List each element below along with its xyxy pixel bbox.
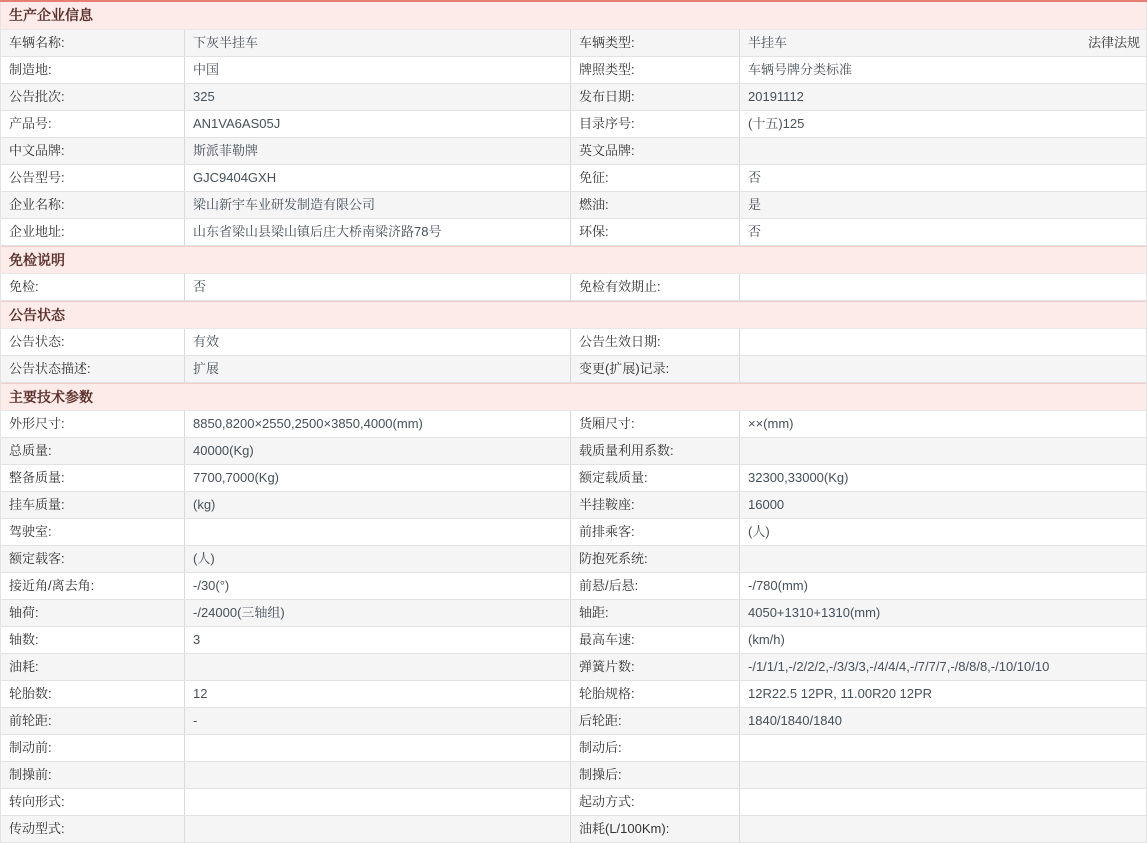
field-label <box>1 356 185 382</box>
field-label-text: 企业地址: <box>9 224 65 239</box>
field-value <box>185 138 571 164</box>
table-row <box>1 681 1146 708</box>
field-label <box>1 192 185 218</box>
field-label <box>571 816 740 842</box>
section-title: 免检说明 <box>9 252 65 268</box>
field-label-text: 公告生效日期: <box>579 334 661 349</box>
field-label <box>571 627 740 653</box>
field-value-text: 40000(Kg) <box>193 443 254 458</box>
field-value <box>740 708 1146 734</box>
section-title: 生产企业信息 <box>9 7 93 23</box>
field-value-text: 20191112 <box>748 89 804 104</box>
field-label <box>1 438 185 464</box>
table-row <box>1 465 1146 492</box>
laws-regulations-link[interactable]: 法律法规 <box>1087 35 1140 50</box>
field-label-text: 油耗(L/100Km): <box>579 821 670 836</box>
field-label-text: 制造地: <box>9 62 52 77</box>
field-label-text: 半挂鞍座: <box>579 497 635 512</box>
field-label-text: 车辆类型: <box>579 35 635 50</box>
field-label-text: 额定载客: <box>9 551 65 566</box>
field-label-text: 英文品牌: <box>579 143 635 158</box>
table-row <box>1 600 1146 627</box>
field-value <box>185 573 571 599</box>
field-label-text: 轴荷: <box>9 605 39 620</box>
field-label-text: 货厢尺寸: <box>579 416 635 431</box>
field-label <box>571 708 740 734</box>
table-row <box>1 708 1146 735</box>
field-label-text: 轮胎规格: <box>579 686 635 701</box>
table-row <box>1 57 1146 84</box>
field-label <box>571 600 740 626</box>
field-label <box>1 57 185 83</box>
field-value-text: -/780(mm) <box>748 578 808 593</box>
field-value-text: 否 <box>748 224 762 239</box>
field-label-text: 载质量利用系数: <box>579 443 674 458</box>
field-value <box>185 438 571 464</box>
table-row <box>1 219 1146 246</box>
field-value-text: (人) <box>748 524 770 539</box>
field-value-text: 12 <box>193 686 208 701</box>
field-label-text: 额定载质量: <box>579 470 648 485</box>
field-value-text: 是 <box>748 197 762 212</box>
field-value-text: 车辆号牌分类标准 <box>748 62 853 77</box>
field-value <box>185 735 571 761</box>
field-label <box>1 329 185 355</box>
field-value <box>185 84 571 110</box>
field-label-text: 起动方式: <box>579 794 635 809</box>
field-label <box>571 274 740 300</box>
field-label-text: 驾驶室: <box>9 524 52 539</box>
field-value <box>740 219 1146 245</box>
field-value <box>740 600 1146 626</box>
field-label-text: 牌照类型: <box>579 62 635 77</box>
field-label-text: 免检: <box>9 279 39 294</box>
field-value-text: (十五)125 <box>748 116 805 131</box>
table-row <box>1 546 1146 573</box>
field-label <box>1 708 185 734</box>
field-value <box>740 111 1146 137</box>
field-label-text: 接近角/离去角: <box>9 578 95 593</box>
table-row <box>1 762 1146 789</box>
field-label <box>1 519 185 545</box>
field-label-text: 制动后: <box>579 740 622 755</box>
field-label <box>1 84 185 110</box>
field-label-text: 整备质量: <box>9 470 65 485</box>
field-label-text: 前悬/后悬: <box>579 578 639 593</box>
field-label-text: 燃油: <box>579 197 609 212</box>
field-label <box>1 735 185 761</box>
field-value-text: 16000 <box>748 497 785 512</box>
field-value <box>740 411 1146 437</box>
field-label <box>571 111 740 137</box>
field-label <box>1 465 185 491</box>
field-value-text: (km/h) <box>748 632 785 647</box>
field-label <box>571 30 740 56</box>
table-row <box>1 192 1146 219</box>
table-row <box>1 84 1146 111</box>
table-row <box>1 411 1146 438</box>
field-value <box>185 654 571 680</box>
table-row <box>1 438 1146 465</box>
field-value-text: - <box>193 713 198 728</box>
field-label <box>1 492 185 518</box>
table-row <box>1 138 1146 165</box>
field-label <box>571 762 740 788</box>
field-label <box>1 165 185 191</box>
field-value-text: 中国 <box>193 62 220 77</box>
field-label <box>1 274 185 300</box>
field-label <box>1 30 185 56</box>
field-value-text: 梁山新宇车业研发制造有限公司 <box>193 197 376 212</box>
field-label <box>1 138 185 164</box>
section-header-announcement-status <box>1 301 1146 329</box>
field-value-text: GJC9404GXH <box>193 170 277 185</box>
field-label <box>571 138 740 164</box>
field-value <box>740 329 1146 355</box>
field-value-text: -/1/1/1,-/2/2/2,-/3/3/3,-/4/4/4,-/7/7/7,-/8/8/8,-/10/10/10 <box>748 659 1050 674</box>
field-label <box>571 735 740 761</box>
table-row <box>1 111 1146 138</box>
field-value-text: 扩展 <box>193 361 220 376</box>
field-label-text: 前轮距: <box>9 713 52 728</box>
field-value <box>185 708 571 734</box>
field-label-text: 企业名称: <box>9 197 65 212</box>
field-label-text: 挂车质量: <box>9 497 65 512</box>
vehicle-info-table <box>0 2 1147 843</box>
field-label-text: 总质量: <box>9 443 52 458</box>
field-value <box>740 654 1146 680</box>
table-row <box>1 356 1146 383</box>
field-label <box>571 165 740 191</box>
field-value <box>740 274 1146 300</box>
field-label <box>571 681 740 707</box>
field-label-text: 目录序号: <box>579 116 635 131</box>
field-value <box>185 57 571 83</box>
field-label-text: 免征: <box>579 170 609 185</box>
field-value <box>185 30 571 56</box>
field-label <box>571 84 740 110</box>
field-label <box>1 789 185 815</box>
field-label <box>571 573 740 599</box>
field-label-text: 防抱死系统: <box>579 551 648 566</box>
field-value <box>740 816 1146 842</box>
field-label <box>1 627 185 653</box>
field-value-text: 下灰半挂车 <box>193 35 259 50</box>
field-value <box>185 111 571 137</box>
field-label <box>1 681 185 707</box>
field-value-text: 8850,8200×2550,2500×3850,4000(mm) <box>193 416 423 431</box>
section-header-technical-params <box>1 383 1146 411</box>
field-label <box>571 192 740 218</box>
field-label <box>571 519 740 545</box>
field-value-text: 32300,33000(Kg) <box>748 470 849 485</box>
field-value <box>185 519 571 545</box>
field-value <box>740 57 1146 83</box>
field-label-text: 油耗: <box>9 659 39 674</box>
field-label <box>1 411 185 437</box>
field-value-text: 3 <box>193 632 201 647</box>
field-label <box>571 546 740 572</box>
field-label <box>571 57 740 83</box>
field-label-text: 公告状态: <box>9 334 65 349</box>
field-label-text: 制动前: <box>9 740 52 755</box>
field-value-text: 4050+1310+1310(mm) <box>748 605 881 620</box>
field-label-text: 变更(扩展)记录: <box>579 361 670 376</box>
field-value <box>185 356 571 382</box>
field-value <box>185 274 571 300</box>
field-label-text: 外形尺寸: <box>9 416 65 431</box>
field-value <box>740 356 1146 382</box>
field-label <box>1 546 185 572</box>
table-row <box>1 627 1146 654</box>
field-value-text: (人) <box>193 551 215 566</box>
field-label <box>1 573 185 599</box>
field-value <box>185 219 571 245</box>
field-label <box>571 465 740 491</box>
table-row <box>1 274 1146 301</box>
field-value-text: 山东省梁山县梁山镇后庄大桥南梁济路78号 <box>193 224 442 239</box>
field-value <box>740 546 1146 572</box>
section-title: 主要技术参数 <box>9 389 93 405</box>
field-value <box>740 438 1146 464</box>
field-value <box>740 492 1146 518</box>
field-value <box>740 519 1146 545</box>
field-value <box>740 735 1146 761</box>
field-label-text: 轮胎数: <box>9 686 52 701</box>
table-row <box>1 789 1146 816</box>
field-value-text: 325 <box>193 89 215 104</box>
field-label <box>1 762 185 788</box>
field-value-text: 斯派菲勒牌 <box>193 143 259 158</box>
field-value <box>740 138 1146 164</box>
table-row <box>1 492 1146 519</box>
field-value <box>740 762 1146 788</box>
table-row <box>1 30 1146 57</box>
field-label-text: 后轮距: <box>579 713 622 728</box>
field-label-text: 车辆名称: <box>9 35 65 50</box>
field-value-text: 1840/1840/1840 <box>748 713 842 728</box>
field-value <box>740 465 1146 491</box>
field-value <box>740 573 1146 599</box>
field-label-text: 公告状态描述: <box>9 361 91 376</box>
field-value-text: 否 <box>193 279 207 294</box>
table-row <box>1 573 1146 600</box>
field-label <box>1 816 185 842</box>
field-value-text: ××(mm) <box>748 416 794 431</box>
field-value <box>740 681 1146 707</box>
field-label-text: 轴数: <box>9 632 39 647</box>
field-label <box>1 654 185 680</box>
field-value <box>185 492 571 518</box>
table-row <box>1 165 1146 192</box>
field-value <box>185 816 571 842</box>
field-value <box>185 465 571 491</box>
field-label-text: 环保: <box>579 224 609 239</box>
field-value-text: -/30(°) <box>193 578 230 593</box>
field-value-text: 否 <box>748 170 762 185</box>
field-label <box>1 111 185 137</box>
field-value-text: 7700,7000(Kg) <box>193 470 280 485</box>
table-row <box>1 654 1146 681</box>
field-value <box>185 681 571 707</box>
field-value <box>185 627 571 653</box>
field-value <box>740 165 1146 191</box>
field-label <box>571 492 740 518</box>
field-label-text: 发布日期: <box>579 89 635 104</box>
field-label-text: 制操后: <box>579 767 622 782</box>
field-label-text: 公告批次: <box>9 89 65 104</box>
field-label <box>571 411 740 437</box>
field-value-text: 半挂车 <box>748 35 788 50</box>
field-label-text: 轴距: <box>579 605 609 620</box>
field-label <box>571 219 740 245</box>
field-value-text: AN1VA6AS05J <box>193 116 281 131</box>
field-label <box>571 654 740 680</box>
field-value <box>185 546 571 572</box>
section-title: 公告状态 <box>9 307 65 323</box>
field-value-text: (kg) <box>193 497 216 512</box>
field-label-text: 弹簧片数: <box>579 659 635 674</box>
field-label-text: 传动型式: <box>9 821 65 836</box>
field-label <box>571 356 740 382</box>
field-label-text: 前排乘客: <box>579 524 635 539</box>
field-value <box>185 600 571 626</box>
field-label-text: 中文品牌: <box>9 143 65 158</box>
table-row <box>1 519 1146 546</box>
field-label-text: 转向形式: <box>9 794 65 809</box>
field-label <box>571 438 740 464</box>
field-label <box>1 219 185 245</box>
field-label <box>571 329 740 355</box>
table-row <box>1 329 1146 356</box>
field-label <box>571 789 740 815</box>
section-header-exemption-info <box>1 246 1146 274</box>
field-value-text: 有效 <box>193 334 220 349</box>
field-value <box>185 762 571 788</box>
section-header-producer-info <box>1 2 1146 30</box>
field-label <box>1 600 185 626</box>
field-value <box>185 411 571 437</box>
field-value <box>740 30 1146 56</box>
field-value-text: 12R22.5 12PR, 11.00R20 12PR <box>748 686 933 701</box>
field-label-text: 免检有效期止: <box>579 279 661 294</box>
field-value-text: -/24000(三轴组) <box>193 605 285 620</box>
table-row <box>1 816 1146 843</box>
field-label-text: 最高车速: <box>579 632 635 647</box>
field-value <box>185 789 571 815</box>
field-label-text: 公告型号: <box>9 170 65 185</box>
field-value <box>185 192 571 218</box>
table-row <box>1 735 1146 762</box>
field-value <box>185 165 571 191</box>
field-label-text: 制操前: <box>9 767 52 782</box>
field-value <box>185 329 571 355</box>
field-label-text: 产品号: <box>9 116 52 131</box>
field-value <box>740 192 1146 218</box>
field-value <box>740 84 1146 110</box>
field-value <box>740 789 1146 815</box>
field-value <box>740 627 1146 653</box>
